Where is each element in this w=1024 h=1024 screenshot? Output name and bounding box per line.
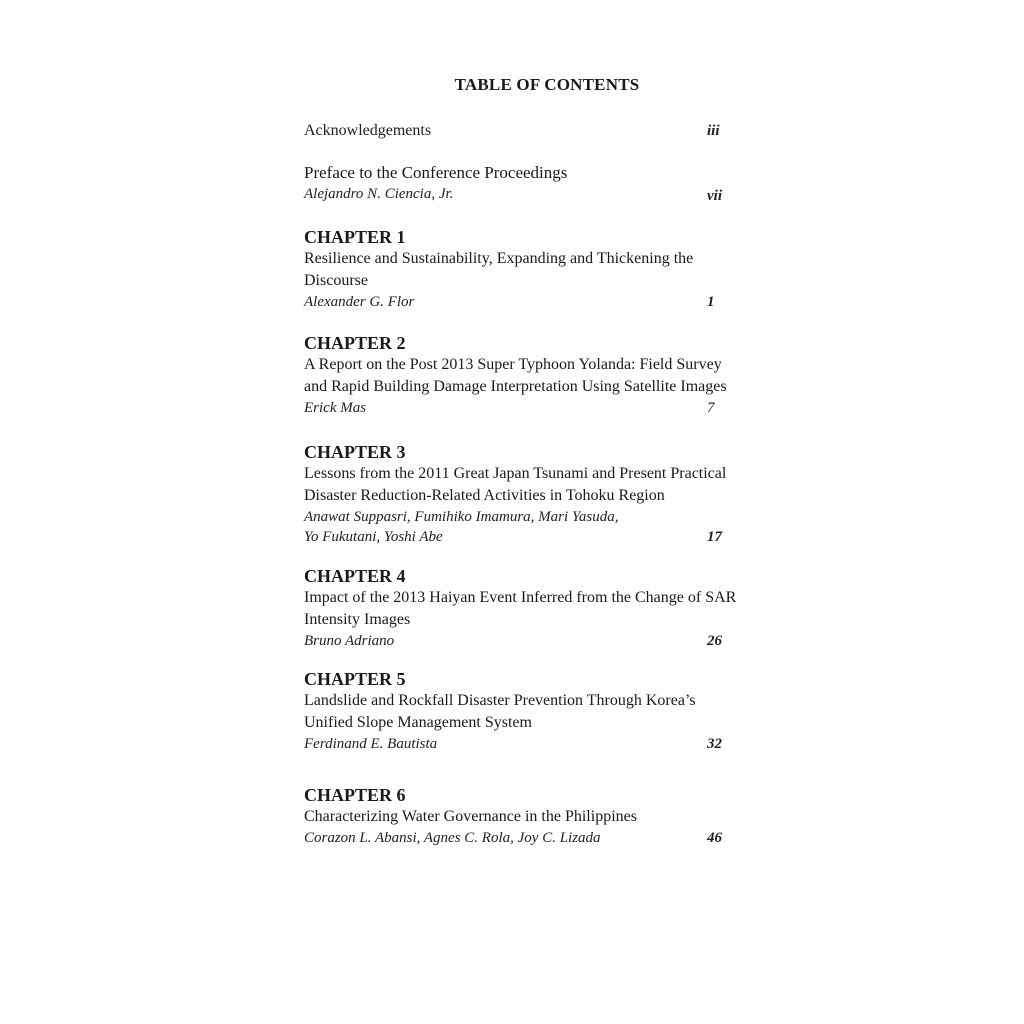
chapter-author: Corazon L. Abansi, Agnes C. Rola, Joy C. Lizada xyxy=(304,830,601,846)
chapter-title-line: Intensity Images xyxy=(304,611,411,628)
page-number: iii xyxy=(707,123,720,139)
chapter-title-line: and Rapid Building Damage Interpretation Using Satellite Images xyxy=(304,378,727,395)
toc-entry-chapter-5 xyxy=(304,668,784,754)
chapter-author: Erick Mas xyxy=(304,400,367,416)
chapter-title-line: A Report on the Post 2013 Super Typhoon Yolanda: Field Survey xyxy=(304,356,722,373)
page-number: 17 xyxy=(707,529,722,545)
chapter-heading: CHAPTER 4 xyxy=(304,566,406,586)
entry-title: Preface to the Conference Proceedings xyxy=(304,163,568,182)
toc-entry-chapter-3 xyxy=(304,441,784,547)
toc-entry-preface xyxy=(304,162,784,204)
toc-entry-chapter-2 xyxy=(304,332,784,418)
page-number: 1 xyxy=(707,294,715,310)
page-number: 26 xyxy=(707,633,722,649)
chapter-author: Anawat Suppasri, Fumihiko Imamura, Mari Yasuda, xyxy=(304,509,619,525)
chapter-title-line: Discourse xyxy=(304,272,368,289)
toc-entry-acknowledgements xyxy=(304,120,784,142)
page-number: vii xyxy=(707,188,722,204)
page-number: 46 xyxy=(707,830,722,846)
entry-author: Alejandro N. Ciencia, Jr. xyxy=(304,186,454,202)
chapter-title-line: Disaster Reduction-Related Activities in Tohoku Region xyxy=(304,487,665,504)
entry-title: Acknowledgements xyxy=(304,122,432,139)
chapter-author: Ferdinand E. Bautista xyxy=(304,736,438,752)
toc-entry-chapter-6 xyxy=(304,784,784,848)
chapter-heading: CHAPTER 1 xyxy=(304,227,406,247)
toc-entry-chapter-4 xyxy=(304,565,784,651)
page-number: 7 xyxy=(707,400,715,416)
page-number: 32 xyxy=(707,736,722,752)
chapter-title-line: Unified Slope Management System xyxy=(304,714,532,731)
chapter-heading: CHAPTER 3 xyxy=(304,442,406,462)
chapter-title-line: Lessons from the 2011 Great Japan Tsunami and Present Practical xyxy=(304,465,727,482)
chapter-title-line: Characterizing Water Governance in the Philippines xyxy=(304,808,637,825)
toc-entry-chapter-1 xyxy=(304,226,784,312)
chapter-author: Bruno Adriano xyxy=(304,633,395,649)
chapter-author: Yo Fukutani, Yoshi Abe xyxy=(304,529,443,545)
chapter-title-line: Landslide and Rockfall Disaster Prevention Through Korea’s xyxy=(304,692,696,709)
chapter-title-line: Impact of the 2013 Haiyan Event Inferred from the Change of SAR xyxy=(304,589,737,606)
chapter-author: Alexander G. Flor xyxy=(304,294,415,310)
page-title: TABLE OF CONTENTS xyxy=(454,75,640,94)
chapter-heading: CHAPTER 6 xyxy=(304,785,406,805)
chapter-heading: CHAPTER 5 xyxy=(304,669,406,689)
chapter-title-line: Resilience and Sustainability, Expanding and Thickening the xyxy=(304,250,694,267)
chapter-heading: CHAPTER 2 xyxy=(304,333,406,353)
